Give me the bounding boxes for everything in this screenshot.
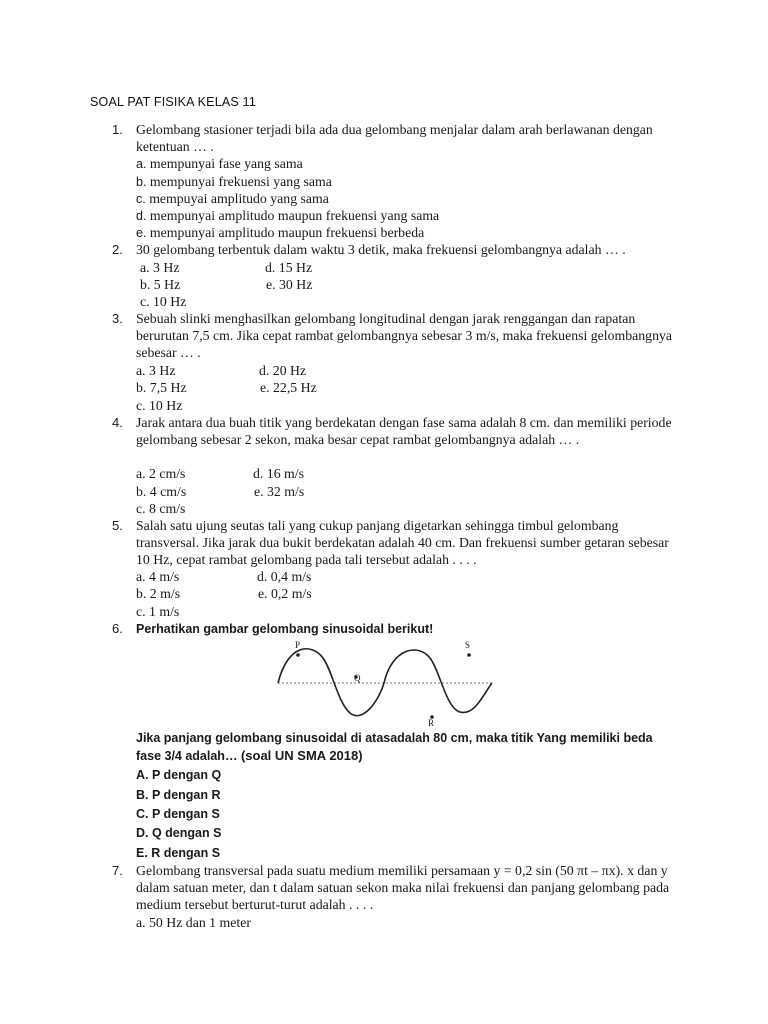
wave-curve xyxy=(278,649,492,716)
option-a: a. 3 Hz xyxy=(136,363,176,378)
option-e: e. 30 Hz xyxy=(266,277,313,292)
question-number: 3. xyxy=(112,311,123,326)
question-text: Sebuah slinki menghasilkan gelombang longitudinal dengan jarak renggangan dan rapatan berurutan 7,5 cm. Jika cepat rambat gelombangnya sebesar 3 m/s, maka frekuensi gelombangnya sebesar … . xyxy=(136,311,672,360)
question-1 xyxy=(112,122,682,156)
question-7 xyxy=(112,863,682,913)
question-text: Perhatikan gambar gelombang sinusoidal berikut! xyxy=(136,622,434,636)
question-3 xyxy=(112,311,682,361)
question-6 xyxy=(112,621,682,638)
label-r: R xyxy=(428,718,435,728)
sinusoidal-wave-figure xyxy=(270,638,500,728)
question-source: (soal UN SMA 2018) xyxy=(240,747,363,763)
point-s xyxy=(467,653,471,657)
question-number: 6. xyxy=(112,621,123,636)
option-d: D. Q dengan S xyxy=(136,826,222,840)
option-d: d. mempunyai amplitudo maupun frekuensi yang sama xyxy=(136,208,440,223)
option-a: a. 50 Hz dan 1 meter xyxy=(136,915,251,930)
question-text: 30 gelombang terbentuk dalam waktu 3 detik, maka frekuensi gelombangnya adalah … . xyxy=(136,242,626,257)
option-d: d. 16 m/s xyxy=(253,466,304,481)
option-e: e. 32 m/s xyxy=(254,484,305,499)
question-number: 7. xyxy=(112,863,123,878)
option-b: b. mempunyai frekuensi yang sama xyxy=(136,174,332,189)
question-text: Gelombang stasioner terjadi bila ada dua gelombang menjalar dalam arah berlawanan dengan ketentuan … . xyxy=(136,122,653,154)
question-number: 2. xyxy=(112,242,123,257)
option-e: e. mempunyai amplitudo maupun frekuensi berbeda xyxy=(136,225,425,240)
option-e: E. R dengan S xyxy=(136,846,221,860)
option-c: c. 10 Hz xyxy=(140,294,187,309)
option-b: b. 7,5 Hz xyxy=(136,380,187,395)
option-a: a. 4 m/s xyxy=(136,569,180,584)
question-5 xyxy=(112,518,682,568)
option-a: A. P dengan Q xyxy=(136,768,222,782)
question-number: 1. xyxy=(112,122,123,137)
point-p xyxy=(296,653,300,657)
label-q: Q xyxy=(354,673,361,683)
option-c: c. 1 m/s xyxy=(136,604,180,619)
option-a: a. mempunyai fase yang sama xyxy=(136,156,303,171)
option-b: b. 5 Hz xyxy=(140,277,181,292)
option-a: a. 3 Hz xyxy=(140,260,180,275)
option-b: b. 2 m/s xyxy=(136,586,181,601)
option-e: e. 22,5 Hz xyxy=(260,380,317,395)
question-body-text: Jika panjang gelombang sinusoidal di atasadalah 80 cm, maka titik Yang memiliki beda fase 3/4 adalah… xyxy=(136,731,653,763)
option-b: B. P dengan R xyxy=(136,788,221,802)
question-text: Salah satu ujung seutas tali yang cukup panjang digetarkan sehingga timbul gelombang transversal. Jika jarak dua bukit berdekatan adalah 40 cm. Dan frekuensi sumber getaran sebesar 10 Hz, cepat rambat gelombang pada tali tersebut adalah . . . . xyxy=(136,518,669,567)
question-number: 4. xyxy=(112,415,123,430)
label-p: P xyxy=(295,640,301,650)
question-4 xyxy=(112,415,682,449)
option-c: c. 8 cm/s xyxy=(136,501,186,516)
question-text: Jarak antara dua buah titik yang berdekatan dengan fase sama adalah 8 cm. dan memiliki periode gelombang sebesar 2 sekon, maka besar cepat rambat gelombangnya adalah … . xyxy=(136,415,672,447)
question-2 xyxy=(112,242,682,259)
wave-diagram xyxy=(270,638,500,728)
option-d: d. 15 Hz xyxy=(265,260,313,275)
option-c: c. mempuyai amplitudo yang sama xyxy=(136,191,329,206)
document-title: SOAL PAT FISIKA KELAS 11 xyxy=(90,95,256,109)
question-text: Gelombang transversal pada suatu medium memiliki persamaan y = 0,2 sin (50 πt – πx). x dan y dalam satuan meter, dan t dalam satuan sekon maka nilai frekuensi dan panjang gelombang pada medium tersebut berturut-turut adalah . . . . xyxy=(136,863,670,912)
label-s: S xyxy=(465,640,471,650)
question-number: 5. xyxy=(112,518,123,533)
option-c: c. 10 Hz xyxy=(136,398,183,413)
option-a: a. 2 cm/s xyxy=(136,466,186,481)
option-b: b. 4 cm/s xyxy=(136,484,187,499)
option-d: d. 0,4 m/s xyxy=(257,569,312,584)
question-6-body xyxy=(136,730,680,766)
option-c: C. P dengan S xyxy=(136,807,220,821)
option-d: d. 20 Hz xyxy=(259,363,307,378)
option-e: e. 0,2 m/s xyxy=(258,586,312,601)
